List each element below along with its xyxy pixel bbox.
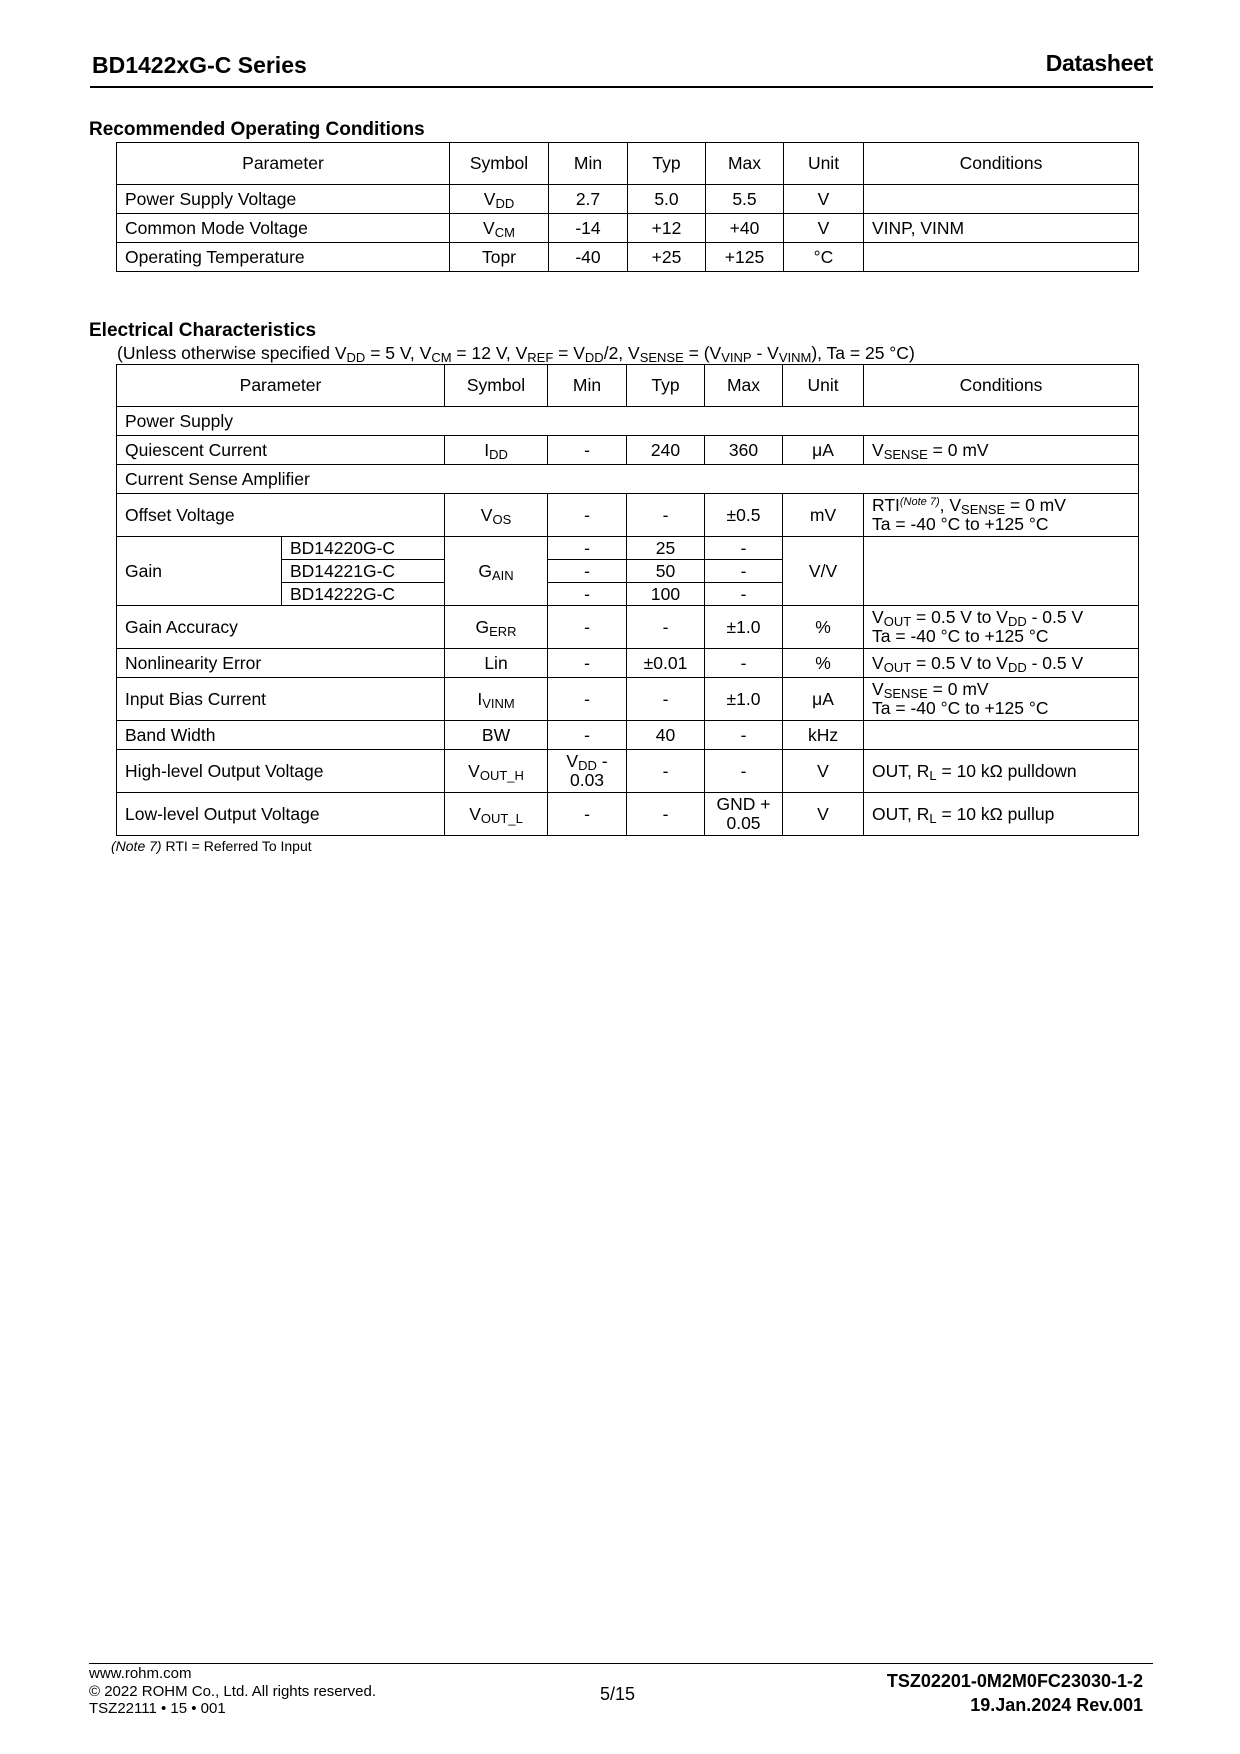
min-cell: -: [548, 560, 627, 583]
roc-table: [116, 142, 1139, 272]
max-cell: ±0.5: [705, 494, 783, 537]
conditions-cell: $V_{SENSE} = 0$ mV Ta = -40 °C to +125 °C: [864, 678, 1139, 721]
min-cell: -: [548, 606, 627, 649]
conditions-cell: $RTI^{(Note 7)}$, $V_{SENSE} = 0$ mV Ta = -40 °C to +125 °C: [864, 494, 1139, 537]
col-header: Min: [549, 143, 628, 185]
ec-conditions-subtitle: (Unless otherwise specified $V_{DD} = 5$ V, $V_{CM} = 12$ V, $V_{REF} = V_{DD}/2$, $V_{SENSE} = (V_{VINP} - V_{VINM})$, Ta = 25 °C): [117, 343, 915, 365]
revision-date: 19.Jan.2024 Rev.001: [970, 1695, 1143, 1715]
unit-cell: %: [783, 649, 864, 678]
table-row: [117, 678, 1139, 721]
table-row: [117, 793, 1139, 836]
parameter-cell: High-level Output Voltage: [117, 750, 445, 793]
table-row: [117, 606, 1139, 649]
min-cell: 2.7: [549, 185, 628, 214]
table-row: [117, 243, 1139, 272]
parameter-cell: Common Mode Voltage: [117, 214, 450, 243]
min-cell: -40: [549, 243, 628, 272]
col-header: Symbol: [445, 365, 548, 407]
parameter-cell: Power Supply Voltage: [117, 185, 450, 214]
max-cell: ±1.0: [705, 678, 783, 721]
min-cell: -: [548, 583, 627, 606]
copyright: © 2022 ROHM Co., Ltd. All rights reserved.: [89, 1682, 376, 1700]
max-cell: -: [705, 750, 783, 793]
unit-cell: V: [783, 793, 864, 836]
col-header: Max: [705, 365, 783, 407]
parameter-cell: Offset Voltage: [117, 494, 445, 537]
symbol-cell: Lin: [445, 649, 548, 678]
typ-cell: 100: [627, 583, 705, 606]
table-row: [117, 436, 1139, 465]
max-cell: -: [705, 537, 783, 560]
unit-cell: V: [784, 185, 864, 214]
max-cell: +40: [706, 214, 784, 243]
symbol-cell: $G_{AIN}$: [445, 537, 548, 606]
unit-cell: μA: [783, 436, 864, 465]
typ-cell: +12: [628, 214, 706, 243]
typ-cell: -: [627, 494, 705, 537]
unit-cell: mV: [783, 494, 864, 537]
symbol-cell: Topr: [450, 243, 549, 272]
col-header: Min: [548, 365, 627, 407]
min-cell: -: [548, 678, 627, 721]
max-cell: 360: [705, 436, 783, 465]
col-header: Conditions: [864, 365, 1139, 407]
table-row: [117, 214, 1139, 243]
typ-cell: 40: [627, 721, 705, 750]
symbol-cell: $V_{OUT\_H}$: [445, 750, 548, 793]
form-number: TSZ22111 • 15 • 001: [89, 1700, 226, 1717]
symbol-cell: $G_{ERR}$: [445, 606, 548, 649]
table-footnote: (Note 7) RTI = Referred To Input: [111, 838, 312, 854]
typ-cell: 25: [627, 537, 705, 560]
section-row: [117, 407, 1139, 436]
max-cell: 5.5: [706, 185, 784, 214]
parameter-cell: Input Bias Current: [117, 678, 445, 721]
footer-right: [887, 1669, 1143, 1717]
unit-cell: %: [783, 606, 864, 649]
footer-rule: [89, 1663, 1153, 1664]
typ-cell: 240: [627, 436, 705, 465]
max-cell: -: [705, 583, 783, 606]
col-header: Unit: [784, 143, 864, 185]
symbol-cell: BW: [445, 721, 548, 750]
variant-cell: BD14221G-C: [282, 560, 445, 583]
typ-cell: 50: [627, 560, 705, 583]
max-cell: -: [705, 649, 783, 678]
max-cell: -: [705, 721, 783, 750]
symbol-cell: $V_{OS}$: [445, 494, 548, 537]
max-cell: -: [705, 560, 783, 583]
symbol-cell: $V_{OUT\_L}$: [445, 793, 548, 836]
conditions-cell: $V_{OUT} = 0.5$ V to $V_{DD} - 0.5$ V: [864, 649, 1139, 678]
table-row: [117, 721, 1139, 750]
unit-cell: V: [783, 750, 864, 793]
max-cell: ±1.0: [705, 606, 783, 649]
typ-cell: ±0.01: [627, 649, 705, 678]
roc-section-title: Recommended Operating Conditions: [89, 119, 425, 140]
ec-table: [116, 364, 1139, 836]
typ-cell: -: [627, 793, 705, 836]
conditions-cell: $V_{OUT} = 0.5$ V to $V_{DD} - 0.5$ V Ta = -40 °C to +125 °C: [864, 606, 1139, 649]
col-header: Conditions: [864, 143, 1139, 185]
section-label: Current Sense Amplifier: [117, 465, 1139, 494]
parameter-cell: Low-level Output Voltage: [117, 793, 445, 836]
min-cell: -: [548, 436, 627, 465]
unit-cell: V: [784, 214, 864, 243]
col-header: Parameter: [117, 143, 450, 185]
typ-cell: -: [627, 678, 705, 721]
section-row: [117, 465, 1139, 494]
unit-cell: °C: [784, 243, 864, 272]
page-number: 5/15: [600, 1684, 636, 1704]
typ-cell: +25: [628, 243, 706, 272]
min-cell: -: [548, 721, 627, 750]
typ-cell: -: [627, 750, 705, 793]
conditions-cell: $V_{SENSE} = 0$ mV: [864, 436, 1139, 465]
conditions-cell: OUT, $R_L = 10$ kΩ pullup: [864, 793, 1139, 836]
symbol-cell: $I_{VINM}$: [445, 678, 548, 721]
table-row: [117, 750, 1139, 793]
conditions-cell: VINP, VINM: [864, 214, 1139, 243]
conditions-cell: [864, 537, 1139, 606]
footer-left: [89, 1665, 376, 1718]
parameter-cell: Band Width: [117, 721, 445, 750]
variant-cell: BD14222G-C: [282, 583, 445, 606]
symbol-cell: $V_{DD}$: [450, 185, 549, 214]
table-row: [117, 537, 1139, 560]
col-header: Max: [706, 143, 784, 185]
col-header: Parameter: [117, 365, 445, 407]
min-cell: -: [548, 793, 627, 836]
variant-cell: BD14220G-C: [282, 537, 445, 560]
col-header: Symbol: [450, 143, 549, 185]
parameter-cell: Gain Accuracy: [117, 606, 445, 649]
col-header: Typ: [628, 143, 706, 185]
conditions-cell: OUT, $R_L = 10$ kΩ pulldown: [864, 750, 1139, 793]
table-row: [117, 494, 1139, 537]
min-cell: -: [548, 649, 627, 678]
table-row: [117, 185, 1139, 214]
typ-cell: 5.0: [628, 185, 706, 214]
parameter-cell: Operating Temperature: [117, 243, 450, 272]
document-type: Datasheet: [1045, 50, 1153, 76]
min-cell: -: [548, 537, 627, 560]
min-cell: -: [548, 494, 627, 537]
col-header: Unit: [783, 365, 864, 407]
parameter-cell: Nonlinearity Error: [117, 649, 445, 678]
parameter-cell: Gain: [117, 537, 282, 606]
conditions-cell: [864, 721, 1139, 750]
ec-header-row: [117, 365, 1139, 407]
max-cell: +125: [706, 243, 784, 272]
document-number: TSZ02201-0M2M0FC23030-1-2: [886, 1671, 1143, 1691]
section-label: Power Supply: [117, 407, 1139, 436]
header-rule: [90, 86, 1153, 88]
conditions-cell: [864, 243, 1139, 272]
unit-cell: V/V: [783, 537, 864, 606]
website-link[interactable]: www.rohm.com: [89, 1665, 192, 1682]
col-header: Typ: [627, 365, 705, 407]
unit-cell: μA: [783, 678, 864, 721]
parameter-cell: Quiescent Current: [117, 436, 445, 465]
table-row: [117, 649, 1139, 678]
max-cell: GND + 0.05: [705, 793, 783, 836]
min-cell: -14: [549, 214, 628, 243]
unit-cell: kHz: [783, 721, 864, 750]
conditions-cell: [864, 185, 1139, 214]
ec-section-title: Electrical Characteristics: [89, 320, 317, 341]
document-title: BD1422xG-C Series: [92, 52, 307, 78]
min-cell: $V_{DD}$ - 0.03: [548, 750, 627, 793]
symbol-cell: $V_{CM}$: [450, 214, 549, 243]
roc-header-row: [117, 143, 1139, 185]
symbol-cell: $I_{DD}$: [445, 436, 548, 465]
typ-cell: -: [627, 606, 705, 649]
